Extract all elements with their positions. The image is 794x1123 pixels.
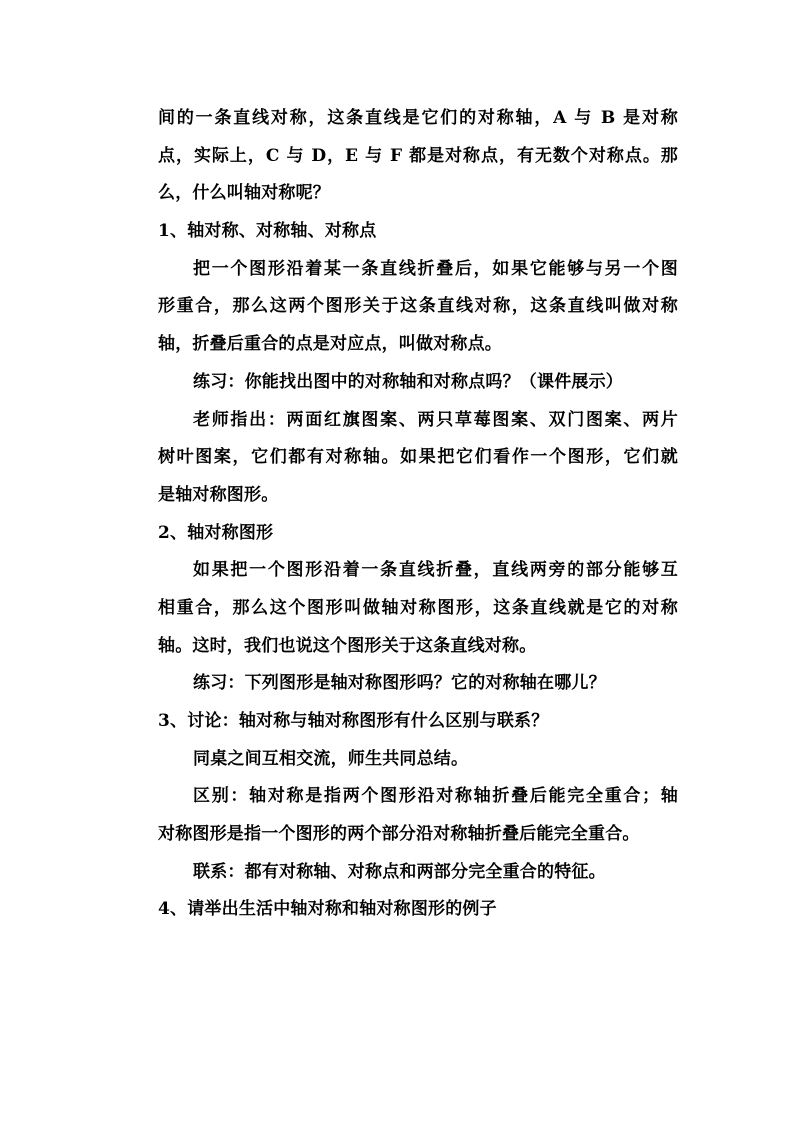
text-line: 树叶图案，它们都有对称轴。如果把它们看作一个图形，它们就: [158, 447, 678, 468]
section-heading: 1、轴对称、对称轴、对称点: [158, 221, 377, 242]
text-line: 同桌之间互相交流，师生共同总结。: [193, 748, 469, 769]
text-line: 练习：下列图形是轴对称图形吗？它的对称轴在哪儿？: [193, 673, 606, 694]
text-line: 老师指出：两面红旗图案、两只草莓图案、双门图案、两片: [193, 409, 678, 430]
text-line: 区别：轴对称是指两个图形沿对称轴折叠后能完全重合；轴: [193, 786, 678, 807]
text-line: 如果把一个图形沿着一条直线折叠，直线两旁的部分能够互: [193, 560, 678, 581]
section-heading: 4、请举出生活中轴对称和轴对称图形的例子: [158, 899, 497, 920]
text-line: 相重合，那么这个图形叫做轴对称图形，这条直线就是它的对称: [158, 597, 678, 618]
text-line: 对称图形是指一个图形的两个部分沿对称轴折叠后能完全重合。: [158, 824, 640, 845]
text-line: 练习：你能找出图中的对称轴和对称点吗？（课件展示）: [193, 371, 623, 392]
text-line: 轴。这时，我们也说这个图形关于这条直线对称。: [158, 635, 537, 656]
document-body: [158, 100, 678, 929]
text-line: 是轴对称图形。: [158, 484, 279, 505]
text-line: 把一个图形沿着某一条直线折叠后，如果它能够与另一个图: [193, 258, 678, 279]
text-line: 点，实际上，C 与 D，E 与 F 都是对称点，有无数个对称点。那: [158, 145, 678, 166]
text-line: 间的一条直线对称，这条直线是它们的对称轴，A 与 B 是对称: [158, 108, 678, 128]
text-line: 轴，折叠后重合的点是对应点，叫做对称点。: [158, 334, 502, 355]
section-heading: 3、讨论：轴对称与轴对称图形有什么区别与联系？: [158, 711, 549, 731]
text-line: 形重合，那么这两个图形关于这条直线对称，这条直线叫做对称: [158, 296, 678, 317]
section-heading: 2、轴对称图形: [158, 522, 274, 543]
text-line: 联系：都有对称轴、对称点和两部分完全重合的特征。: [193, 861, 606, 882]
text-line: 么，什么叫轴对称呢？: [158, 183, 330, 204]
